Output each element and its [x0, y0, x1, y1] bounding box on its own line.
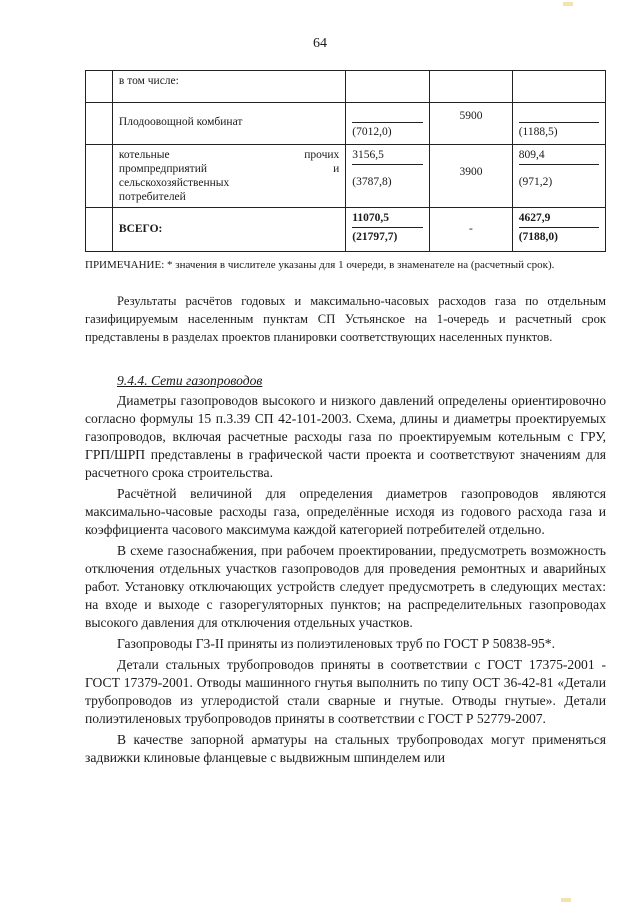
results-paragraph: Результаты расчётов годовых и максимально-часовых расходов газа по отдельным газифицируемым населенным пунктам СП Устьянское на 1-очередь и расчетный срок представлены в разделах проектов планировки соответствующих населенных пунктов.	[85, 294, 606, 344]
page-number: 64	[313, 36, 327, 51]
fraction-line	[519, 122, 599, 123]
table-note: ПРИМЕЧАНИЕ: * значения в числителе указаны для 1 очереди, в знаменателе на (расчетный срок).	[85, 259, 555, 271]
table-row	[86, 71, 606, 103]
paragraph: Расчётной величиной для определения диаметров газопроводов являются максимально-часовые расходы газа, определённые исходя из годового расхода газа и коэффициента часового максимума каждой категорией потребителей отдельно.	[85, 486, 606, 537]
table-row: котельные прочих промпредприятий и сельскохозяйственных потребителей 3156,5 (3787,8) 3900 809,4 (971,2)	[86, 145, 606, 208]
paragraph: В качестве запорной арматуры на стальных трубопроводах могут применяться задвижки клиновые фланцевые с выдвижным шпинделем или	[85, 732, 606, 765]
paragraph: Диаметры газопроводов высокого и низкого давлений определены ориентировочно согласно формулы 15 п.3.39 СП 42-101-2003. Схема, длины и диаметры проектируемых газопроводов, включая расчетные расходы газа по проектируемым котельным с ГРУ, ГРП/ШРП представлены в графической части проекта и соответствуют значениям для расчетного срока строительства.	[85, 393, 606, 480]
table-cell: котельные прочих промпредприятий и сельскохозяйственных потребителей	[112, 145, 345, 208]
table-row: Плодоовощной комбинат (7012,0) 5900 (1188,5)	[86, 103, 606, 145]
table-cell: ВСЕГО:	[112, 208, 345, 252]
section-title: 9.4.4. Сети газопроводов	[117, 373, 263, 388]
gas-consumption-table	[85, 70, 606, 252]
fraction-line	[352, 164, 423, 165]
section-body	[85, 392, 606, 767]
paragraph: В схеме газоснабжения, при рабочем проектировании, предусмотреть возможность отключения отдельных участков газопроводов для проведения ремонтных и аварийных работ. Установку отключающих устройств следует предусмотреть в следующих местах: на входе и выходе с газорегуляторных пунктов; на распределительных газопроводах высокого давления для отключения отдельных участков.	[85, 543, 606, 630]
paragraph: Детали стальных трубопроводов приняты в соответствии с ГОСТ 17375-2001 - ГОСТ 17379-2001. Отводы машинного гнутья выполнить по типу ОСТ 36-42-81 «Детали трубопроводов из углеродистой стали сварные и гнутые. Отводы гнутые». Детали полиэтиленовых трубопроводов приняты в соответствии с ГОСТ Р 52779-2007.	[85, 657, 606, 726]
fraction-line	[352, 122, 423, 123]
table-cell: в том числе:	[112, 71, 345, 103]
scan-mark	[561, 898, 571, 902]
fraction-line	[352, 227, 423, 228]
paragraph: Газопроводы Г3-II приняты из полиэтиленовых труб по ГОСТ Р 50838-95*.	[117, 636, 556, 651]
table-row: ВСЕГО: 11070,5 (21797,7) - 4627,9 (7188,0)	[86, 208, 606, 252]
scan-mark	[563, 2, 573, 6]
fraction-line	[519, 227, 599, 228]
table-cell: Плодоовощной комбинат	[112, 103, 345, 145]
fraction-line	[519, 164, 599, 165]
